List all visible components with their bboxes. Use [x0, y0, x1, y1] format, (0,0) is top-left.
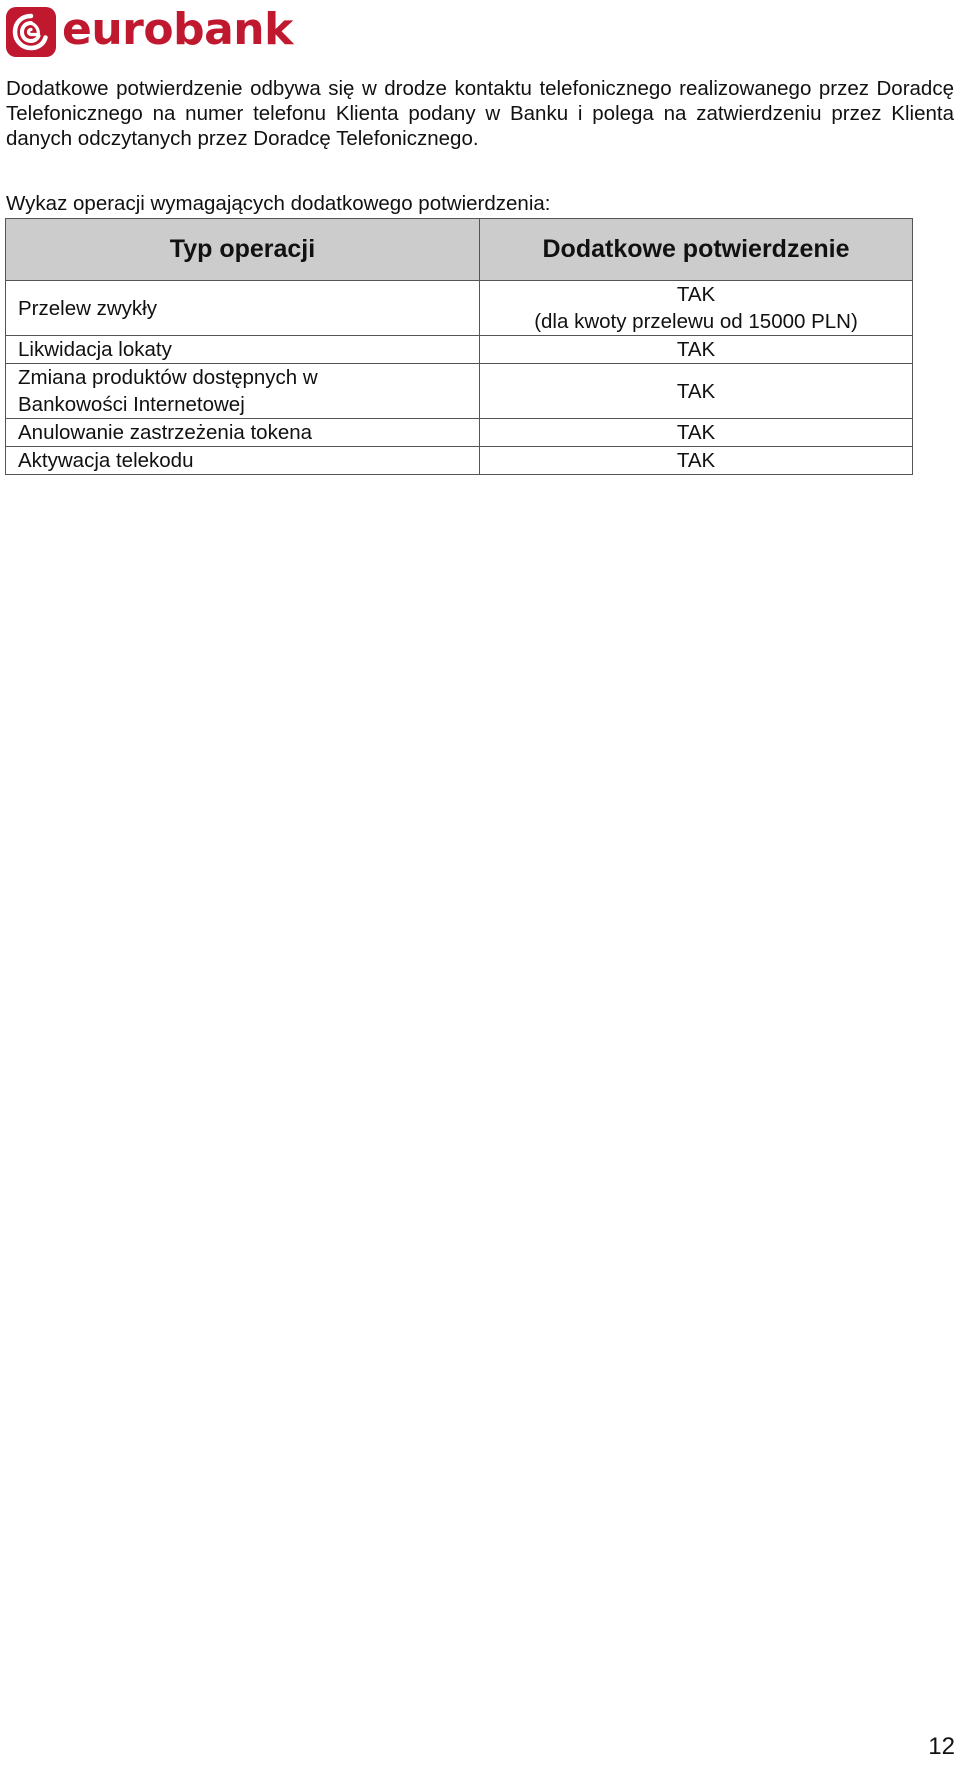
page-number: 12 [928, 1733, 955, 1760]
operation-cell: Anulowanie zastrzeżenia tokena [6, 419, 480, 447]
confirmation-cell: TAK [480, 364, 913, 419]
confirmation-cell: TAK [480, 419, 913, 447]
operation-cell: Aktywacja telekodu [6, 447, 480, 475]
table-header-row [6, 219, 913, 281]
confirmation-value: TAK [676, 283, 716, 306]
operation-line: Bankowości Internetowej [18, 393, 245, 416]
operations-list-title: Wykaz operacji wymagających dodatkowego potwierdzenia: [6, 192, 551, 215]
intro-paragraph: Dodatkowe potwierdzenie odbywa się w drodze kontaktu telefonicznego realizowanego przez Doradcę Telefonicznego na numer telefonu Klienta podany w Banku i polega na zatwierdzeniu przez Klienta danych odczytanych przez Doradcę Telefonicznego. [6, 77, 954, 150]
operation-cell: Przelew zwykły [6, 281, 480, 336]
eurobank-logo [6, 6, 293, 58]
operations-table [5, 218, 913, 475]
logo-wordmark: eurobank [62, 4, 293, 55]
column-header-operation-type: Typ operacji [6, 219, 480, 281]
operation-cell: Likwidacja lokaty [6, 336, 480, 364]
operation-cell [6, 364, 480, 419]
confirmation-cell: TAK [480, 447, 913, 475]
operation-line: Zmiana produktów dostępnych w [18, 366, 318, 389]
table-row [6, 447, 913, 475]
table-row [6, 336, 913, 364]
confirmation-cell [480, 281, 913, 336]
confirmation-cell: TAK [480, 336, 913, 364]
table-row [6, 364, 913, 419]
table-row [6, 281, 913, 336]
table-row [6, 419, 913, 447]
eurobank-logo-icon [6, 7, 56, 57]
confirmation-note: (dla kwoty przelewu od 15000 PLN) [534, 310, 858, 333]
column-header-additional-confirmation: Dodatkowe potwierdzenie [480, 219, 913, 281]
